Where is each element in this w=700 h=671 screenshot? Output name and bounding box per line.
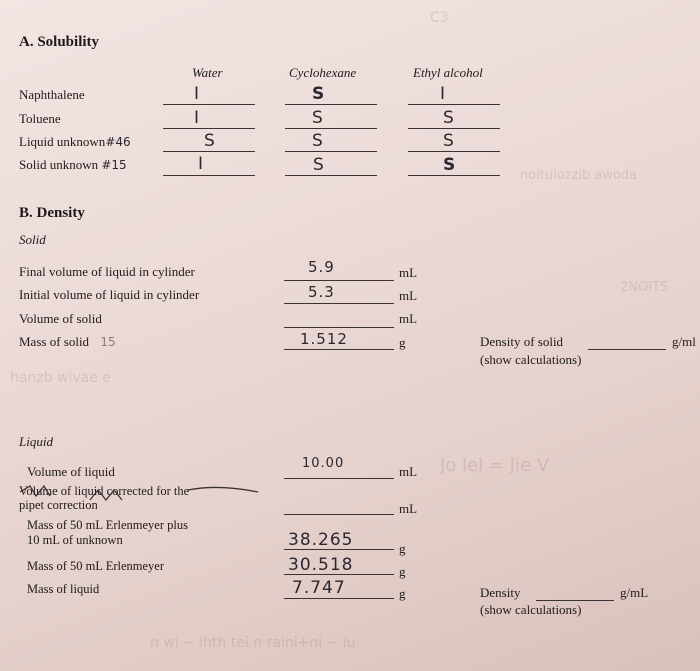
solid-subheading: Solid: [19, 232, 46, 247]
label-mass-of-solid: Mass of solid 15: [19, 334, 116, 349]
answer-solid-unknown-cyclohexane: S: [313, 155, 325, 175]
answer-line: [163, 128, 255, 129]
value-mass-of-solid: 1.512: [300, 330, 348, 348]
answer-line: [284, 303, 394, 304]
solid-unknown-number: #15: [101, 158, 127, 172]
answer-line: [536, 600, 614, 601]
value-final-volume: 5.9: [308, 258, 335, 276]
answer-liquid-unknown-ethyl: S: [443, 131, 455, 151]
answer-liquid-unknown-water: S: [204, 131, 216, 151]
bleed-through-text: 2NOITS: [620, 280, 669, 295]
answer-line: [285, 128, 377, 129]
unit-corrected-volume: mL: [399, 501, 418, 516]
answer-line: [284, 327, 394, 328]
answer-line: [163, 175, 255, 176]
liquid-unknown-number: #46: [105, 135, 131, 149]
answer-line: [588, 349, 666, 350]
column-header-ethyl-alcohol: Ethyl alcohol: [413, 65, 483, 80]
label-corrected-volume: Volume of liquid corrected for the pipet correction: [19, 484, 190, 512]
answer-naphthalene-water: I: [194, 84, 201, 104]
answer-line: [284, 598, 394, 599]
value-mass-of-liquid: 7.747: [292, 578, 346, 598]
unit-mass-of-liquid: g: [399, 586, 406, 601]
unit-volume-of-solid: mL: [399, 311, 418, 326]
row-label-liquid-unknown: Liquid unknown#46: [19, 134, 131, 149]
value-initial-volume: 5.3: [308, 283, 335, 301]
density-liquid-note: (show calculations): [480, 602, 582, 617]
answer-line: [284, 478, 394, 479]
answer-naphthalene-cyclohexane: S: [312, 84, 326, 104]
answer-naphthalene-ethyl: I: [440, 84, 447, 104]
row-label-toluene: Toluene: [19, 111, 61, 126]
value-volume-of-liquid: 10.00: [302, 456, 345, 471]
bleed-through-text: Jo lel = Jie V: [440, 455, 550, 476]
row-label-solid-unknown: Solid unknown #15: [19, 157, 127, 172]
liquid-subheading: Liquid: [19, 434, 53, 449]
label-volume-of-solid: Volume of solid: [19, 311, 102, 326]
answer-line: [284, 514, 394, 515]
bleed-through-text: n wi ~ ihth tei n raini+ni ~ iu: [150, 635, 356, 651]
answer-line: [163, 104, 255, 105]
answer-toluene-water: I: [194, 108, 201, 128]
answer-line: [285, 175, 377, 176]
answer-toluene-ethyl: S: [443, 108, 455, 128]
unit-mass-of-solid: g: [399, 335, 406, 350]
answer-solid-unknown-water: I: [198, 154, 205, 174]
density-of-solid-note: (show calculations): [480, 352, 582, 367]
bleed-through-text: noitulozzib awoda: [520, 168, 638, 183]
value-mass-erlenmeyer: 30.518: [288, 555, 354, 575]
label-mass-erlenmeyer: Mass of 50 mL Erlenmeyer: [27, 559, 164, 573]
density-heading: B. Density: [19, 205, 85, 221]
unit-initial-volume: mL: [399, 288, 418, 303]
bleed-through-text: C3: [430, 10, 449, 26]
unit-mass-erlenmeyer-plus: g: [399, 541, 406, 556]
unit-mass-erlenmeyer: g: [399, 564, 406, 579]
unit-final-volume: mL: [399, 265, 418, 280]
answer-line: [163, 151, 255, 152]
answer-line: [285, 104, 377, 105]
answer-line: [408, 128, 500, 129]
answer-line: [408, 151, 500, 152]
answer-solid-unknown-ethyl: S: [443, 155, 457, 175]
answer-line: [284, 280, 394, 281]
label-volume-of-liquid: Volume of liquid: [27, 464, 115, 479]
label-mass-erlenmeyer-plus: Mass of 50 mL Erlenmeyer plus 10 mL of unknown: [27, 518, 188, 547]
label-final-volume: Final volume of liquid in cylinder: [19, 264, 195, 279]
answer-line: [285, 151, 377, 152]
answer-line: [408, 175, 500, 176]
column-header-water: Water: [192, 65, 223, 80]
unit-volume-of-liquid: mL: [399, 464, 418, 479]
solubility-heading: A. Solubility: [19, 34, 100, 50]
answer-liquid-unknown-cyclohexane: S: [312, 131, 324, 151]
value-mass-erlenmeyer-plus: 38.265: [288, 530, 354, 550]
density-liquid-unit: g/mL: [620, 585, 649, 600]
label-initial-volume: Initial volume of liquid in cylinder: [19, 287, 200, 302]
density-liquid-label: Density: [480, 585, 521, 600]
mass-of-solid-note: 15: [100, 335, 116, 349]
column-header-cyclohexane: Cyclohexane: [289, 65, 357, 80]
answer-line: [284, 349, 394, 350]
density-of-solid-unit: g/ml: [672, 334, 696, 349]
scribble-mark: [18, 482, 268, 514]
bleed-through-text: hanzb wivae e: [10, 370, 111, 386]
answer-toluene-cyclohexane: S: [312, 108, 324, 128]
answer-line: [408, 104, 500, 105]
density-of-solid-label: Density of solid: [480, 334, 564, 349]
label-mass-of-liquid: Mass of liquid: [27, 582, 100, 596]
row-label-naphthalene: Naphthalene: [19, 87, 85, 102]
